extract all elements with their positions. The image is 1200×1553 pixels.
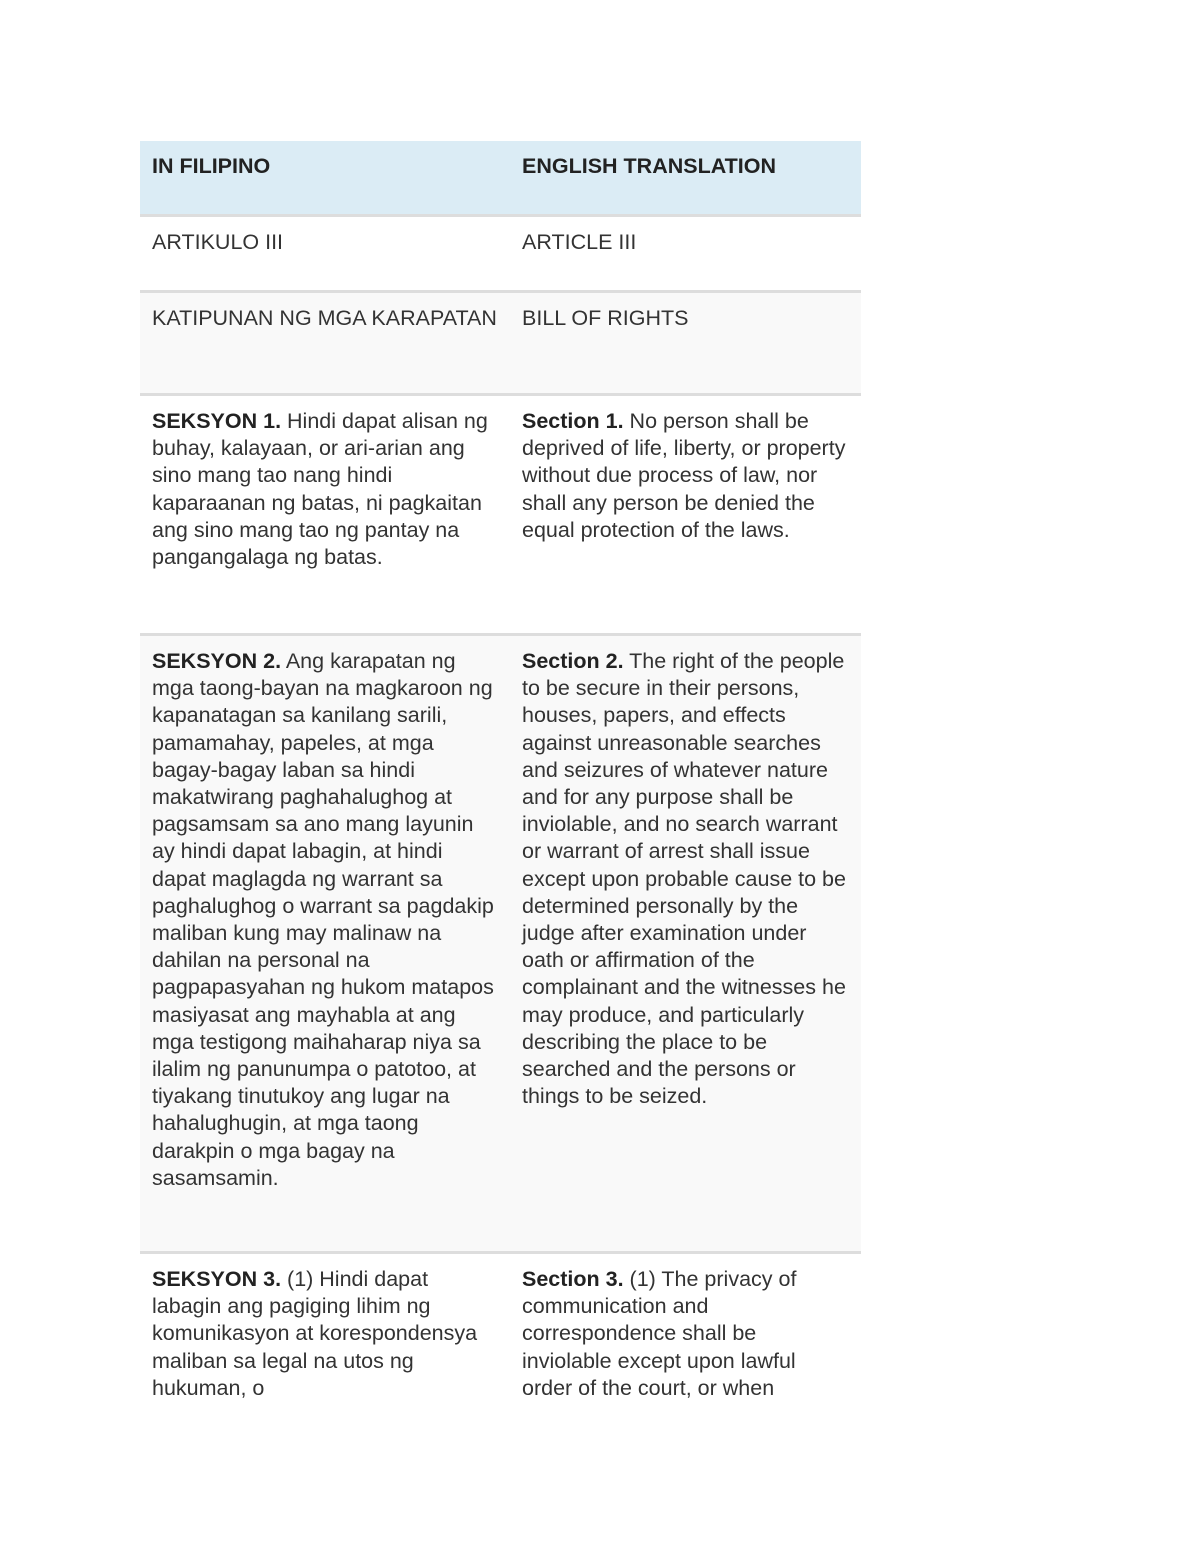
english-text: (1) The privacy of communication and correspondence shall be inviolable except upon lawful order of the court, or when <box>522 1267 797 1400</box>
english-cell <box>510 292 861 395</box>
filipino-text: Hindi dapat alisan ng buhay, kalayaan, or ari-arian ang sino mang tao nang hindi kaparaanan ng batas, ni pagkaitan ang sino mang tao ng pantay na pangangalaga ng batas. <box>152 409 488 570</box>
filipino-text: KATIPUNAN NG MGA KARAPATAN <box>152 306 497 330</box>
header-english: ENGLISH TRANSLATION <box>510 141 861 216</box>
english-text: ARTICLE III <box>522 230 637 254</box>
table-row <box>140 635 861 1253</box>
section-label: SEKSYON 1. <box>152 409 282 433</box>
section-label: SEKSYON 3. <box>152 1267 282 1291</box>
filipino-text: (1) Hindi dapat labagin ang pagiging lihim ng komunikasyon at korespondensya maliban sa legal na utos ng hukuman, o <box>152 1267 478 1400</box>
filipino-text: ARTIKULO III <box>152 230 284 254</box>
english-cell <box>510 216 861 292</box>
filipino-cell <box>140 292 510 395</box>
section-label: SEKSYON 2. <box>152 649 282 673</box>
bill-of-rights-table <box>140 141 861 1406</box>
table-row <box>140 1253 861 1407</box>
filipino-cell <box>140 395 510 635</box>
filipino-cell <box>140 1253 510 1407</box>
header-row <box>140 141 861 216</box>
english-text: The right of the people to be secure in their persons, houses, papers, and effects against unreasonable searches and seizures of whatever nature and for any purpose shall be inviolable, and no search warrant or warrant of arrest shall issue except upon probable cause to be determined personally by the judge after examination under oath or affirmation of the complainant and the witnesses he may produce, and particularly describing the place to be searched and the persons or things to be seized. <box>522 649 846 1109</box>
english-text: BILL OF RIGHTS <box>522 306 689 330</box>
section-label: Section 2. <box>522 649 624 673</box>
section-label: Section 3. <box>522 1267 624 1291</box>
filipino-cell <box>140 635 510 1253</box>
filipino-cell <box>140 216 510 292</box>
table-row <box>140 292 861 395</box>
english-cell <box>510 635 861 1253</box>
english-text: No person shall be deprived of life, liberty, or property without due process of law, nor shall any person be denied the equal protection of the laws. <box>522 409 846 542</box>
english-cell <box>510 1253 861 1407</box>
filipino-text: Ang karapatan ng mga taong-bayan na magkaroon ng kapanatagan sa kanilang sarili, pamamahay, papeles, at mga bagay-bagay laban sa hindi makatwirang paghahalughog at pagsamsam sa ano mang layunin ay hindi dapat labagin, at hindi dapat maglagda ng warrant sa paghalughog o warrant sa pagdakip maliban kung may malinaw na dahilan na personal na pagpapasyahan ng hukom matapos masiyasat ang mayhabla at ang mga testigong maihaharap niya sa ilalim ng panunumpa o patotoo, at tiyakang tinutukoy ang lugar na hahalughugin, at mga taong darakpin o mga bagay na sasamsamin. <box>152 649 494 1190</box>
section-label: Section 1. <box>522 409 624 433</box>
table-body <box>140 216 861 1407</box>
table-row <box>140 395 861 635</box>
header-filipino: IN FILIPINO <box>140 141 510 216</box>
table-row <box>140 216 861 292</box>
table-header <box>140 141 861 216</box>
english-cell <box>510 395 861 635</box>
